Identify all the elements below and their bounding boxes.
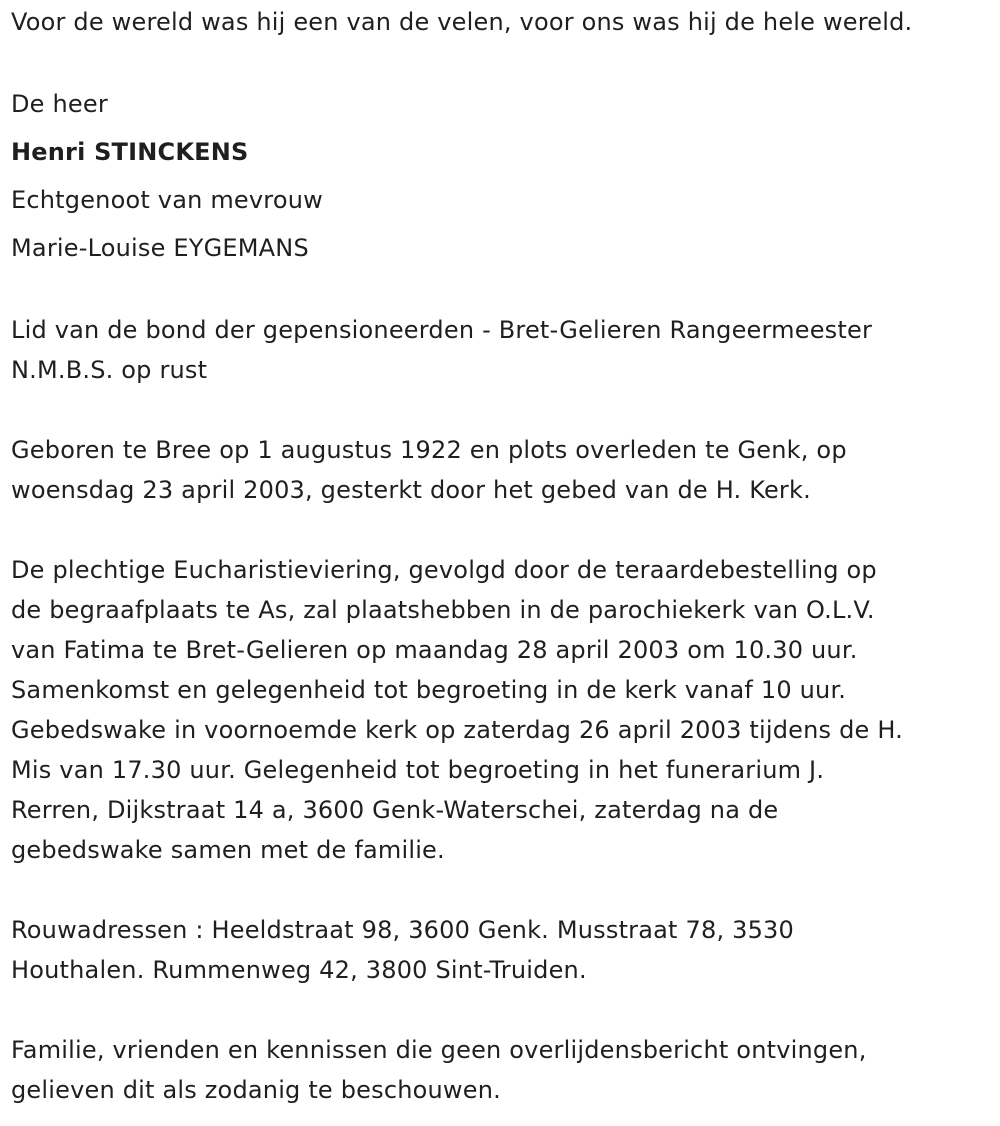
- ceremony-paragraph: [11, 550, 993, 870]
- mourning-addresses-paragraph: [11, 910, 993, 990]
- membership-paragraph: [11, 310, 993, 390]
- deceased-name: Henri STINCKENS: [11, 138, 249, 166]
- salutation: De heer: [11, 90, 108, 118]
- paragraph-line: Mis van 17.30 uur. Gelegenheid tot begroeting in het funerarium J.: [11, 756, 825, 784]
- paragraph-line: Geboren te Bree op 1 augustus 1922 en plots overleden te Genk, op: [11, 436, 847, 464]
- opening-quote: Voor de wereld was hij een van de velen, voor ons was hij de hele wereld.: [11, 8, 913, 36]
- paragraph-line: De plechtige Eucharistieviering, gevolgd door de teraardebestelling op: [11, 556, 877, 584]
- spouse-name: Marie-Louise EYGEMANS: [11, 234, 309, 262]
- paragraph-line: Gebedswake in voornoemde kerk op zaterdag 26 april 2003 tijdens de H.: [11, 716, 903, 744]
- paragraph-line: Familie, vrienden en kennissen die geen overlijdensbericht ontvingen,: [11, 1036, 867, 1064]
- paragraph-line: Lid van de bond der gepensioneerden - Bret-Gelieren Rangeermeester: [11, 316, 873, 344]
- paragraph-line: woensdag 23 april 2003, gesterkt door het gebed van de H. Kerk.: [11, 476, 811, 504]
- paragraph-line: Samenkomst en gelegenheid tot begroeting in de kerk vanaf 10 uur.: [11, 676, 847, 704]
- closing-paragraph: [11, 1030, 993, 1110]
- paragraph-line: van Fatima te Bret-Gelieren op maandag 28 april 2003 om 10.30 uur.: [11, 636, 858, 664]
- spouse-label: Echtgenoot van mevrouw: [11, 186, 323, 214]
- paragraph-line: Houthalen. Rummenweg 42, 3800 Sint-Truiden.: [11, 956, 587, 984]
- paragraph-line: gelieven dit als zodanig te beschouwen.: [11, 1076, 501, 1104]
- paragraph-line: Rouwadressen : Heeldstraat 98, 3600 Genk. Musstraat 78, 3530: [11, 916, 794, 944]
- paragraph-line: de begraafplaats te As, zal plaatshebben in de parochiekerk van O.L.V.: [11, 596, 875, 624]
- paragraph-line: Rerren, Dijkstraat 14 a, 3600 Genk-Waterschei, zaterdag na de: [11, 796, 779, 824]
- paragraph-line: N.M.B.S. op rust: [11, 356, 208, 384]
- paragraph-line: gebedswake samen met de familie.: [11, 836, 445, 864]
- birth-death-paragraph: [11, 430, 993, 510]
